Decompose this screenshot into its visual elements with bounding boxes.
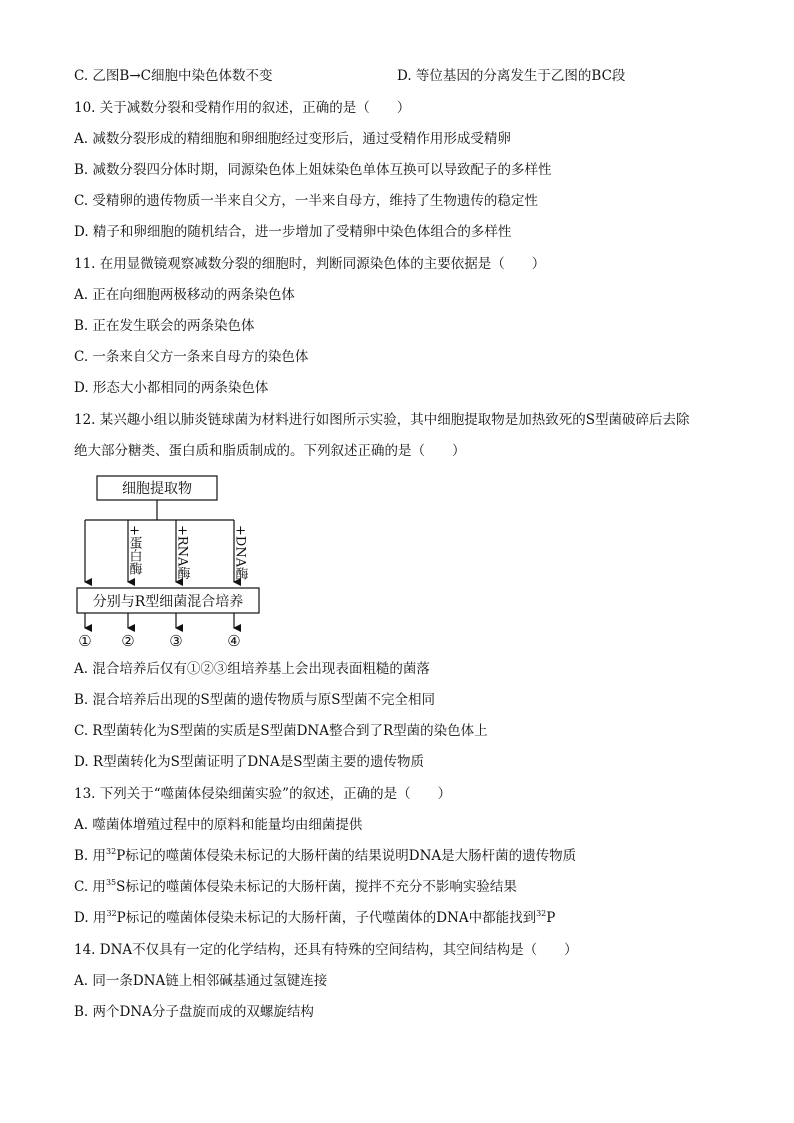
- q13-stem: 13. 下列关于“噬菌体侵染细菌实验”的叙述，正确的是（ ）: [74, 786, 452, 802]
- output-3: ③: [169, 632, 183, 650]
- q11-option-c: C. 一条来自父方一条来自母方的染色体: [74, 349, 309, 365]
- q12-stem-line2: 绝大部分糖类、蛋白质和脂质制成的。下列叙述正确的是（ ）: [74, 443, 466, 459]
- q10-stem: 10. 关于减数分裂和受精作用的叙述，正确的是（ ）: [74, 100, 411, 116]
- q12-stem-line1: 12. 某兴趣小组以肺炎链球菌为材料进行如图所示实验，其中细胞提取物是加热致死的S型菌破碎后去除: [74, 412, 690, 428]
- q11-option-a: A. 正在向细胞两极移动的两条染色体: [74, 287, 295, 303]
- bottom-box-label: 分别与R型细菌混合培养: [92, 594, 244, 610]
- q14-stem: 14. DNA不仅具有一定的化学结构，还具有特殊的空间结构，其空间结构是（ ）: [74, 942, 578, 958]
- output-4: ④: [227, 632, 241, 650]
- q14-option-b: B. 两个DNA分子盘旋而成的双螺旋结构: [74, 1004, 314, 1020]
- q13-option-c: C. 用$^{35}$S标记的噬菌体侵染未标记的大肠杆菌，搅拌不充分不影响实验结果: [74, 878, 517, 895]
- q12-option-b: B. 混合培养后出现的S型菌的遗传物质与原S型菌不完全相同: [74, 692, 435, 708]
- experiment-diagram: [72, 470, 272, 652]
- enzyme-label-protease: +蛋白酶: [126, 525, 142, 575]
- q11-stem: 11. 在用显微镜观察减数分裂的细胞时，判断同源染色体的主要依据是（ ）: [74, 256, 546, 272]
- q10-option-c: C. 受精卵的遗传物质一半来自父方，一半来自母方，维持了生物遗传的稳定性: [74, 193, 538, 209]
- q14-option-a: A. 同一条DNA链上相邻碱基通过氢键连接: [74, 973, 328, 989]
- enzyme-label-rnase: +RNA酶: [174, 525, 190, 580]
- q11-option-d: D. 形态大小都相同的两条染色体: [74, 380, 269, 396]
- q9-option-c: C. 乙图B→C细胞中染色体数不变: [74, 68, 273, 84]
- q13-option-d: D. 用$^{32}$P标记的噬菌体侵染未标记的大肠杆菌，子代噬菌体的DNA中都能找到$^{32}$P: [74, 909, 556, 926]
- output-1: ①: [78, 632, 92, 650]
- q12-option-c: C. R型菌转化为S型菌的实质是S型菌DNA整合到了R型菌的染色体上: [74, 723, 488, 739]
- output-2: ②: [121, 632, 135, 650]
- q13-option-b: B. 用$^{32}$P标记的噬菌体侵染未标记的大肠杆菌的结果说明DNA是大肠杆菌的遗传物质: [74, 847, 577, 864]
- q13-option-a: A. 噬菌体增殖过程中的原料和能量均由细菌提供: [74, 817, 363, 833]
- q10-option-b: B. 减数分裂四分体时期，同源染色体上姐妹染色单体互换可以导致配子的多样性: [74, 162, 552, 178]
- q9-option-d: D. 等位基因的分离发生于乙图的BC段: [397, 68, 626, 84]
- q10-option-d: D. 精子和卵细胞的随机结合，进一步增加了受精卵中染色体组合的多样性: [74, 224, 512, 240]
- q12-option-d: D. R型菌转化为S型菌证明了DNA是S型菌主要的遗传物质: [74, 754, 424, 770]
- q11-option-b: B. 正在发生联会的两条染色体: [74, 318, 255, 334]
- q12-option-a: A. 混合培养后仅有①②③组培养基上会出现表面粗糙的菌落: [74, 661, 430, 677]
- top-box-label: 细胞提取物: [122, 481, 192, 497]
- q10-option-a: A. 减数分裂形成的精细胞和卵细胞经过变形后，通过受精作用形成受精卵: [74, 131, 511, 147]
- enzyme-label-dnase: +DNA酶: [232, 525, 248, 581]
